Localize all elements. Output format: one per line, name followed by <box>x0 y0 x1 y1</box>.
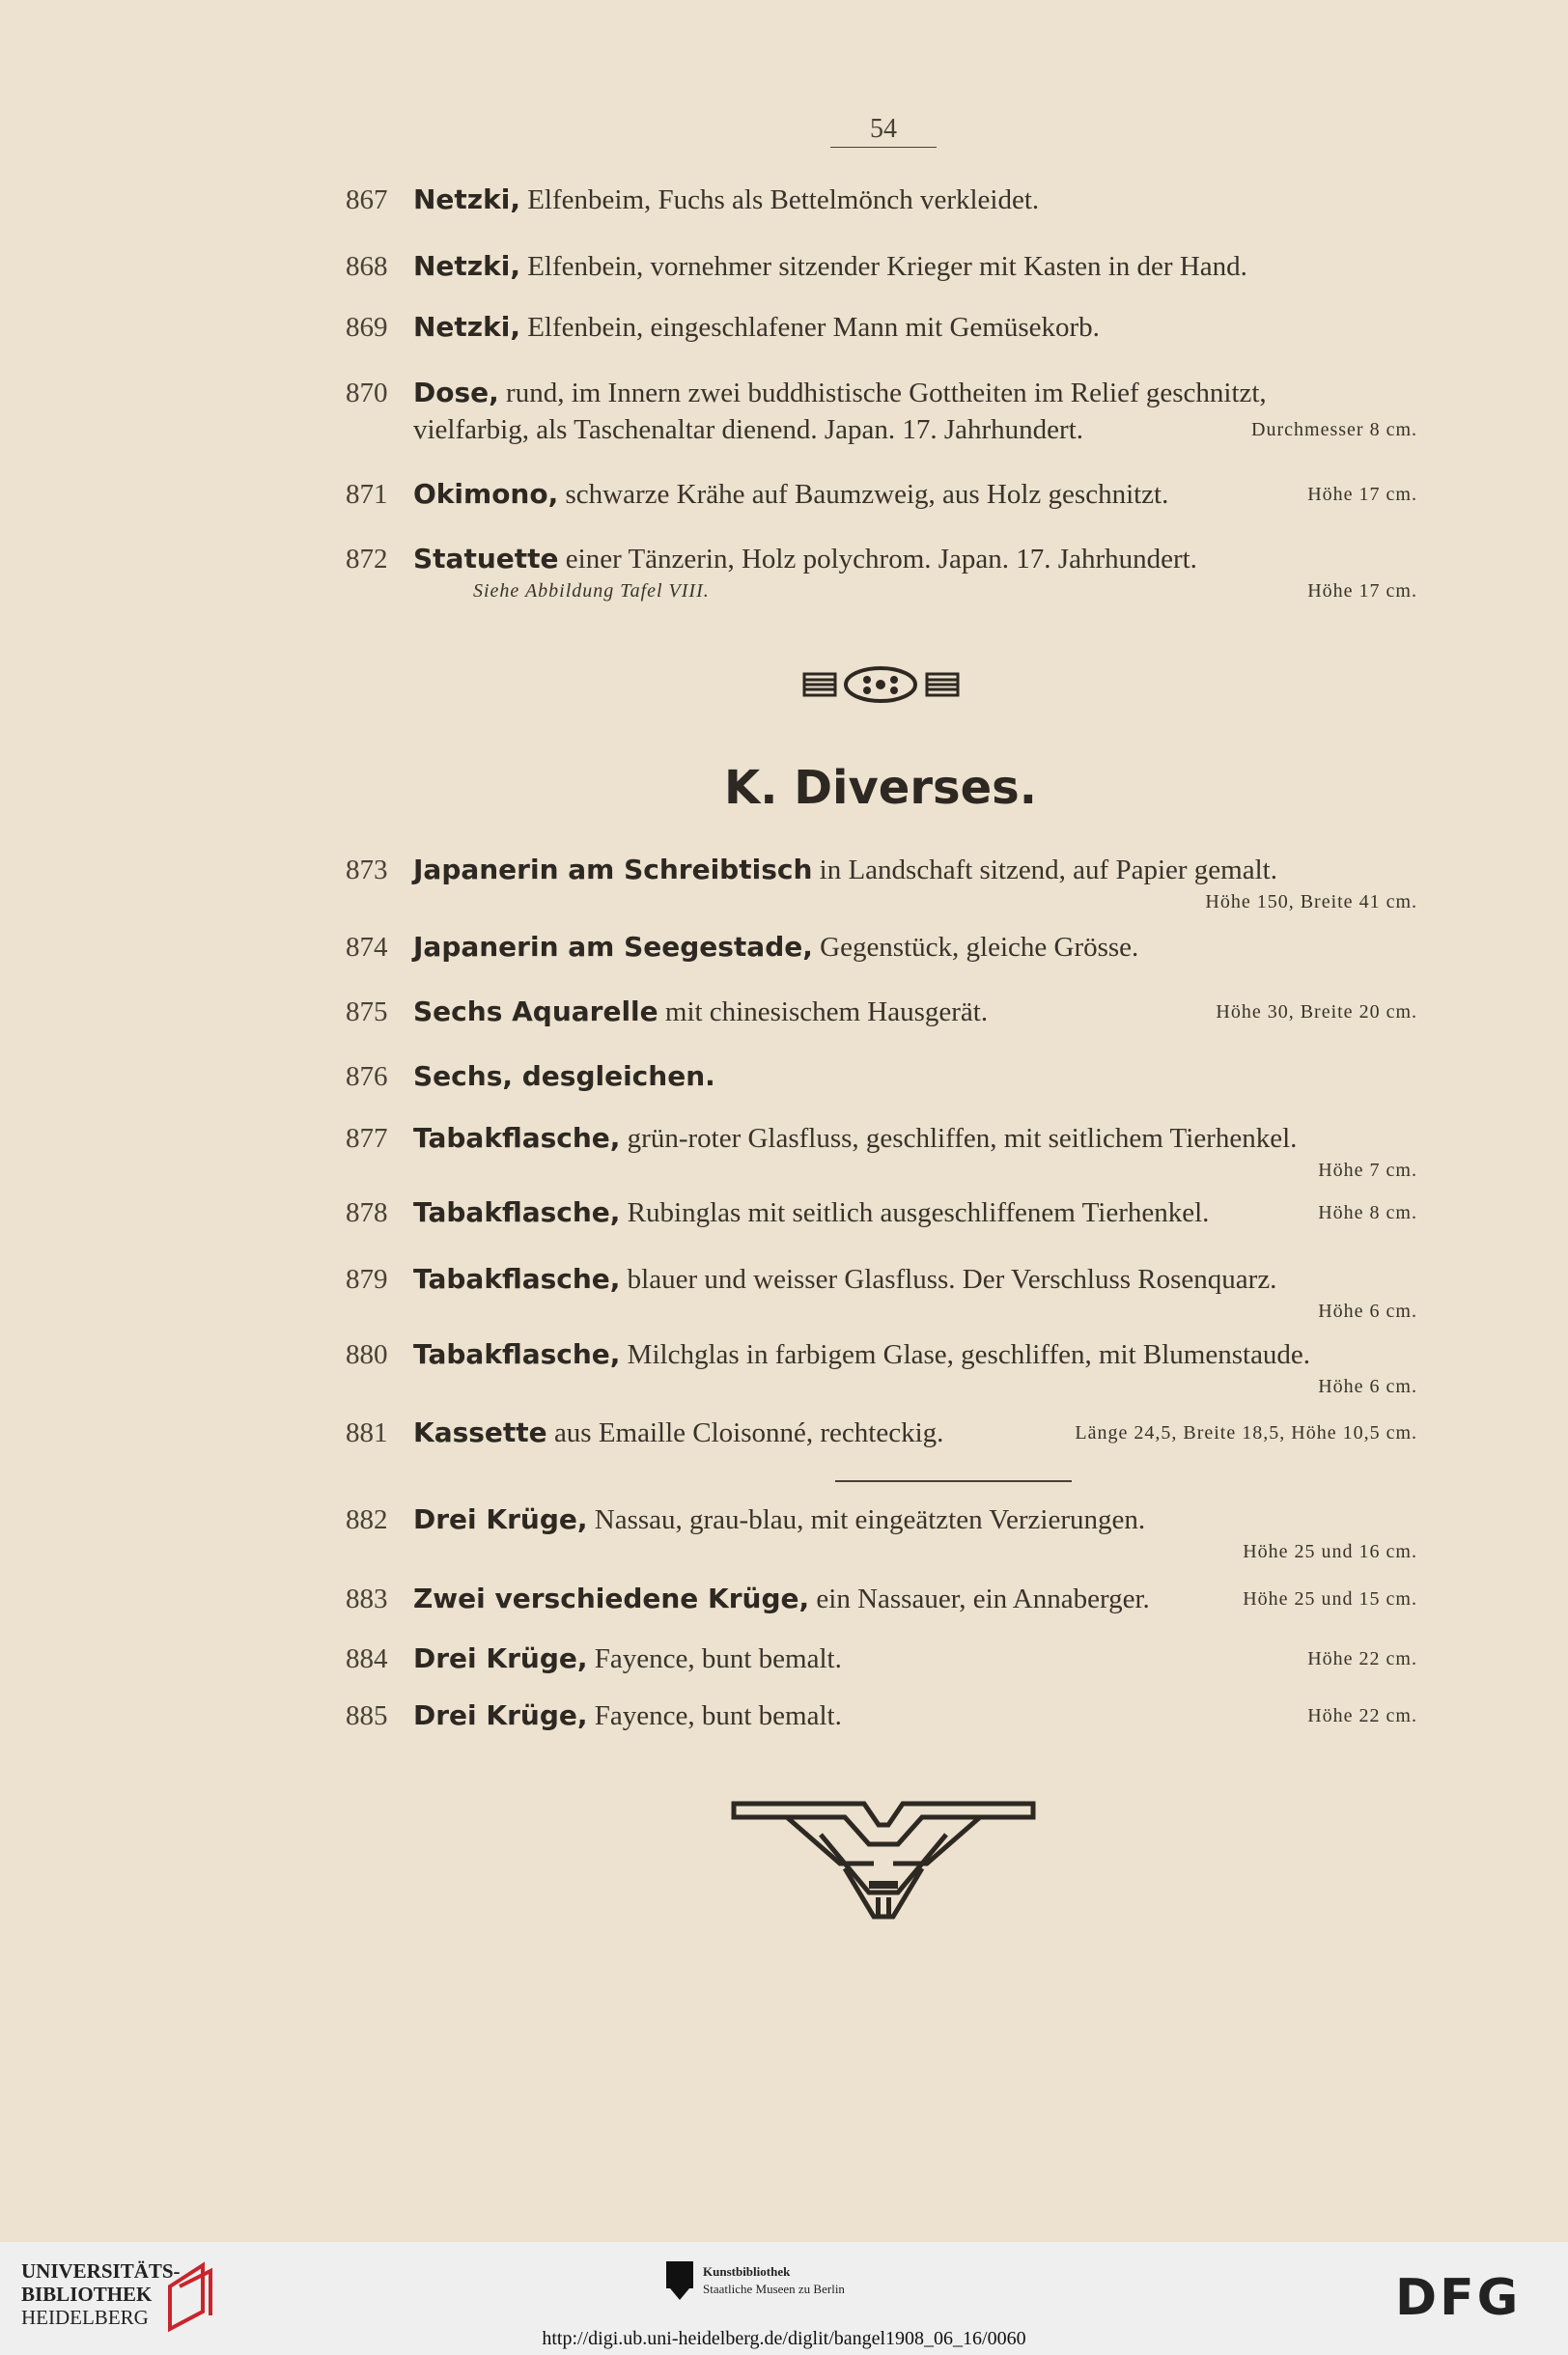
entry-number: 881 <box>346 1417 388 1448</box>
kb-line2: Staatliche Museen zu Berlin <box>703 2282 845 2296</box>
entry-text: Nassau, grau-blau, mit eingeätzten Verzierungen. <box>594 1504 1146 1535</box>
catalog-entry <box>346 1336 1417 1400</box>
entry-text: schwarze Krähe auf Baumzweig, aus Holz geschnitzt. <box>565 479 1169 510</box>
entry-text: Fayence, bunt bemalt. <box>594 1643 842 1674</box>
tailpiece-ornament-icon <box>729 1796 1038 1931</box>
catalog-entry <box>346 1261 1417 1325</box>
entry-dimensions: Höhe 7 cm. <box>1318 1160 1417 1181</box>
entry-name: Drei Krüge, <box>413 1503 588 1535</box>
entry-dimensions: Durchmesser 8 cm. <box>1251 419 1417 440</box>
entry-name: Zwei verschiedene Krüge, <box>413 1583 810 1614</box>
entry-dimensions: Höhe 150, Breite 41 cm. <box>1205 891 1417 912</box>
section-divider <box>835 1480 1072 1482</box>
entry-name: Statuette <box>413 543 559 575</box>
entry-number: 875 <box>346 996 388 1027</box>
catalog-entry <box>346 1501 1417 1565</box>
entry-number: 882 <box>346 1504 388 1535</box>
catalog-entry <box>346 1640 1417 1677</box>
entry-number: 876 <box>346 1061 388 1092</box>
catalog-entry <box>346 1697 1417 1734</box>
entry-name: Netzki, <box>413 311 520 343</box>
entry-number: 873 <box>346 855 388 885</box>
entry-number: 883 <box>346 1584 388 1614</box>
entry-name: Drei Krüge, <box>413 1642 588 1674</box>
entry-text: Elfenbein, vornehmer sitzender Krieger mit Kasten in der Hand. <box>527 251 1247 282</box>
entry-text: Milchglas in farbigem Glase, geschliffen, mit Blumenstaude. <box>627 1339 1311 1370</box>
museum-logo-icon <box>666 2261 693 2300</box>
fleuron-ornament-icon <box>801 664 961 703</box>
entry-dimensions: Höhe 6 cm. <box>1318 1301 1417 1322</box>
entry-number: 870 <box>346 378 388 408</box>
entry-name: Sechs Aquarelle <box>413 995 658 1027</box>
entry-dimensions: Höhe 22 cm. <box>1307 1648 1417 1669</box>
entry-name: Japanerin am Seegestade, <box>413 931 813 963</box>
entry-dimensions: Höhe 17 cm. <box>1307 484 1417 505</box>
entry-number: 877 <box>346 1123 388 1154</box>
entry-name: Japanerin am Schreibtisch <box>413 854 813 885</box>
catalog-entry <box>346 476 1417 513</box>
section-heading: K. Diverses. <box>724 761 1037 815</box>
ub-line3: HEIDELBERG <box>21 2306 149 2329</box>
catalog-entry <box>346 929 1417 966</box>
entry-dimensions: Höhe 6 cm. <box>1318 1376 1417 1397</box>
entry-dimensions: Höhe 17 cm. <box>1307 580 1417 602</box>
entry-name: Netzki, <box>413 250 520 282</box>
catalog-entry <box>346 309 1417 346</box>
catalog-entry <box>346 1058 1417 1095</box>
kunstbibliothek-label <box>703 2263 845 2298</box>
entry-number: 874 <box>346 932 388 963</box>
entry-number: 871 <box>346 479 388 510</box>
entry-name: Kassette <box>413 1416 547 1448</box>
catalog-entry <box>346 375 1417 448</box>
catalog-entry <box>346 994 1417 1030</box>
entry-number: 884 <box>346 1643 388 1674</box>
source-url-link[interactable]: http://digi.ub.uni-heidelberg.de/diglit/bangel1908_06_16/0060 <box>542 2328 1026 2349</box>
entry-name: Okimono, <box>413 478 559 510</box>
catalog-entry <box>346 1120 1417 1184</box>
entry-number: 867 <box>346 184 388 215</box>
entry-number: 869 <box>346 312 388 343</box>
entry-dimensions: Höhe 30, Breite 20 cm. <box>1216 1001 1417 1023</box>
kb-line1: Kunstbibliothek <box>703 2264 791 2279</box>
entry-dimensions: Höhe 25 und 15 cm. <box>1243 1588 1417 1610</box>
entry-name: Drei Krüge, <box>413 1699 588 1731</box>
entry-number: 878 <box>346 1197 388 1228</box>
entry-text: in Landschaft sitzend, auf Papier gemalt. <box>819 855 1277 885</box>
page-number: 54 <box>830 114 937 148</box>
ub-line2: BIBLIOTHEK <box>21 2283 153 2306</box>
entry-dimensions: Höhe 25 und 16 cm. <box>1243 1541 1417 1562</box>
entry-text: Rubinglas mit seitlich ausgeschliffenem Tierhenkel. <box>627 1197 1210 1228</box>
entry-dimensions: Höhe 22 cm. <box>1307 1705 1417 1726</box>
entry-name: Tabakflasche, <box>413 1263 621 1295</box>
entry-text-line2: vielfarbig, als Taschenaltar dienend. Japan. 17. Jahrhundert. <box>413 414 1084 445</box>
entry-text: ein Nassauer, ein Annaberger. <box>816 1584 1150 1614</box>
entry-name: Tabakflasche, <box>413 1338 621 1370</box>
entry-name: Dose, <box>413 377 499 408</box>
ub-emblem-icon <box>162 2257 218 2333</box>
entry-number: 868 <box>346 251 388 282</box>
entry-dimensions: Höhe 8 cm. <box>1318 1202 1417 1223</box>
entry-name: Sechs, desgleichen. <box>413 1060 715 1092</box>
catalog-entry <box>346 182 1417 218</box>
catalog-entry <box>346 1415 1417 1451</box>
ub-line1: UNIVERSITÄTS- <box>21 2259 181 2283</box>
entry-text: blauer und weisser Glasfluss. Der Verschluss Rosenquarz. <box>627 1264 1277 1295</box>
entry-text: Gegenstück, gleiche Grösse. <box>820 932 1139 963</box>
catalog-entry <box>346 1581 1417 1617</box>
entry-name: Tabakflasche, <box>413 1122 621 1154</box>
catalog-entry <box>346 852 1417 915</box>
dfg-logo: DFG <box>1395 2269 1522 2327</box>
catalog-entry <box>346 1194 1417 1231</box>
entry-number: 879 <box>346 1264 388 1295</box>
entry-name: Netzki, <box>413 183 520 215</box>
entry-dimensions: Länge 24,5, Breite 18,5, Höhe 10,5 cm. <box>1075 1422 1417 1444</box>
entry-text: aus Emaille Cloisonné, rechteckig. <box>553 1417 944 1448</box>
catalog-entry <box>346 248 1417 285</box>
entry-text: mit chinesischem Hausgerät. <box>664 996 989 1027</box>
entry-number: 885 <box>346 1700 388 1731</box>
entry-name: Tabakflasche, <box>413 1196 621 1228</box>
entry-text: Fayence, bunt bemalt. <box>594 1700 842 1731</box>
entry-text: grün-roter Glasfluss, geschliffen, mit seitlichem Tierhenkel. <box>627 1123 1298 1154</box>
entry-text: Elfenbein, eingeschlafener Mann mit Gemüsekorb. <box>527 312 1100 343</box>
entry-text: rund, im Innern zwei buddhistische Gottheiten im Relief geschnitzt, <box>506 378 1267 408</box>
catalog-entry <box>346 541 1417 604</box>
entry-text: Elfenbeim, Fuchs als Bettelmönch verkleidet. <box>527 184 1040 215</box>
plate-reference: Siehe Abbildung Tafel VIII. <box>473 580 710 602</box>
university-library-logo <box>21 2259 181 2329</box>
entry-number: 872 <box>346 544 388 575</box>
entry-number: 880 <box>346 1339 388 1370</box>
entry-text: einer Tänzerin, Holz polychrom. Japan. 17. Jahrhundert. <box>565 544 1197 575</box>
